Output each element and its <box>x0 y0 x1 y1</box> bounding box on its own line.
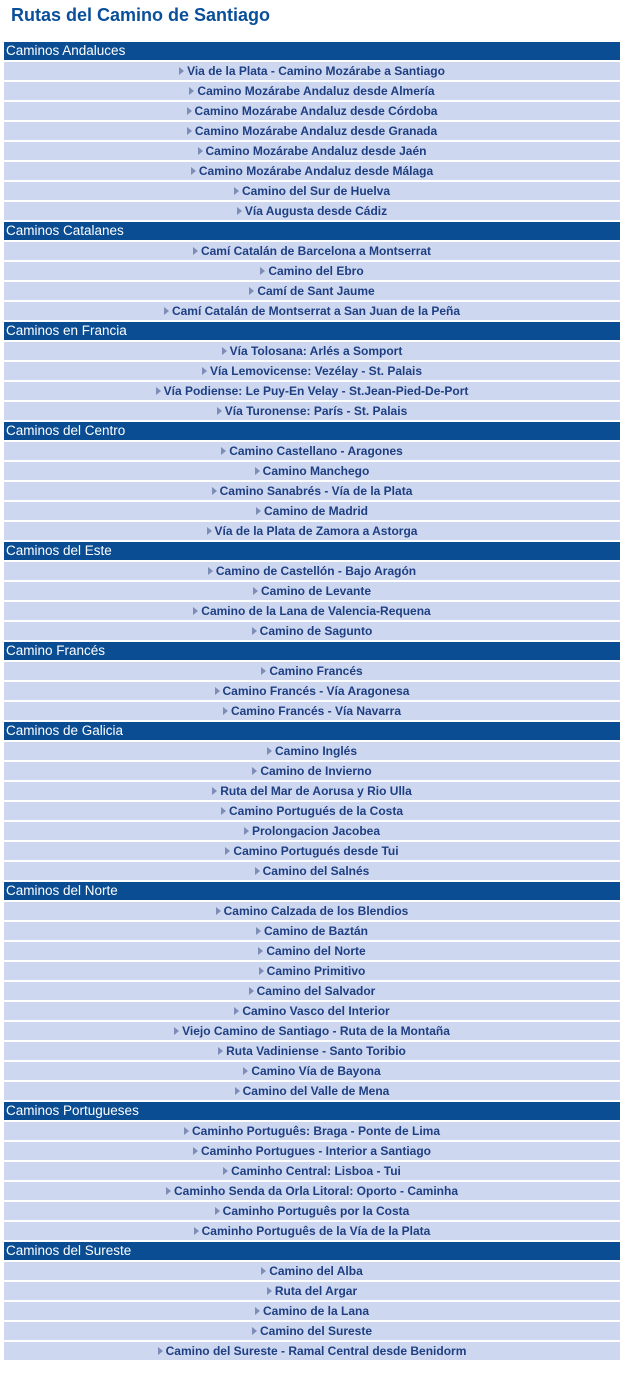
route-link-row[interactable] <box>4 142 620 160</box>
route-link-row[interactable] <box>4 1022 620 1040</box>
arrow-right-icon <box>164 307 169 315</box>
route-link[interactable]: Camino Sanabrés - Vía de la Plata <box>219 484 413 498</box>
arrow-right-icon <box>249 987 254 995</box>
arrow-right-icon <box>212 487 217 495</box>
route-link-row[interactable] <box>4 1262 620 1280</box>
routes-table <box>4 42 620 1362</box>
route-link-row[interactable] <box>4 1142 620 1160</box>
route-link[interactable]: Viejo Camino de Santiago - Ruta de la Montaña <box>182 1024 450 1038</box>
route-link[interactable]: Camino Francés <box>269 664 363 678</box>
route-link-row[interactable] <box>4 202 620 220</box>
route-link[interactable]: Camino del Sur de Huelva <box>241 184 391 198</box>
route-link-row[interactable] <box>4 1042 620 1060</box>
route-link-row[interactable] <box>4 1162 620 1180</box>
arrow-right-icon <box>193 1147 198 1155</box>
route-link[interactable]: Camino de Madrid <box>263 504 368 518</box>
section-header: Caminos Andaluces <box>4 42 620 60</box>
route-link[interactable]: Ruta del Argar <box>274 1284 358 1298</box>
route-link-row[interactable] <box>4 362 620 380</box>
section-header: Caminos del Centro <box>4 422 620 440</box>
arrow-right-icon <box>166 1187 171 1195</box>
arrow-right-icon <box>255 1307 260 1315</box>
route-link-row[interactable] <box>4 962 620 980</box>
section-header: Camino Francés <box>4 642 620 660</box>
section-header: Caminos Catalanes <box>4 222 620 240</box>
arrow-right-icon <box>252 767 257 775</box>
route-link-row[interactable] <box>4 842 620 860</box>
arrow-right-icon <box>187 107 192 115</box>
section-header: Caminos Portugueses <box>4 1102 620 1120</box>
route-link[interactable]: Camino del Alba <box>269 1264 363 1278</box>
arrow-right-icon <box>208 567 213 575</box>
route-link[interactable]: Caminho Português de la Vía de la Plata <box>201 1224 431 1238</box>
route-link-row[interactable] <box>4 682 620 700</box>
route-link[interactable]: Vía Turonense: París - St. Palais <box>224 404 408 418</box>
route-link-row[interactable] <box>4 502 620 520</box>
route-link[interactable]: Vía Lemovicense: Vezélay - St. Palais <box>209 364 423 378</box>
arrow-right-icon <box>252 1327 257 1335</box>
route-link[interactable]: Camino de la Lana de Valencia-Requena <box>201 604 431 618</box>
route-link-row[interactable] <box>4 1222 620 1240</box>
route-link-row[interactable] <box>4 1202 620 1220</box>
route-link[interactable]: Vía Augusta desde Cádiz <box>244 204 388 218</box>
route-link-row[interactable] <box>4 1002 620 1020</box>
route-link[interactable]: Camino del Valle de Mena <box>242 1084 390 1098</box>
route-link-row[interactable] <box>4 822 620 840</box>
route-link[interactable]: Camino Mozárabe Andaluz desde Almería <box>197 84 435 98</box>
route-link[interactable]: Caminho Português: Braga - Ponte de Lima <box>191 1124 441 1138</box>
route-link-row[interactable] <box>4 762 620 780</box>
arrow-right-icon <box>234 1007 239 1015</box>
route-link-row[interactable] <box>4 1122 620 1140</box>
route-link-row[interactable] <box>4 522 620 540</box>
arrow-right-icon <box>259 967 264 975</box>
route-link[interactable]: Camí Catalán de Montserrat a San Juan de la Peña <box>171 304 461 318</box>
arrow-right-icon <box>261 667 266 675</box>
route-link-row[interactable] <box>4 742 620 760</box>
route-link[interactable]: Camino del Ebro <box>268 264 364 278</box>
arrow-right-icon <box>221 807 226 815</box>
route-link[interactable]: Vía de la Plata de Zamora a Astorga <box>214 524 418 538</box>
section-header: Caminos de Galicia <box>4 722 620 740</box>
route-link[interactable]: Camino Castellano - Aragones <box>229 444 403 458</box>
section-header: Caminos del Sureste <box>4 1242 620 1260</box>
route-link-row[interactable] <box>4 242 620 260</box>
route-link[interactable]: Camino Mozárabe Andaluz desde Córdoba <box>194 104 438 118</box>
arrow-right-icon <box>174 1027 179 1035</box>
arrow-right-icon <box>223 707 228 715</box>
route-link-row[interactable] <box>4 82 620 100</box>
route-link[interactable]: Camino del Sureste <box>259 1324 373 1338</box>
arrow-right-icon <box>193 247 198 255</box>
route-link[interactable]: Camino del Sureste - Ramal Central desde Benidorm <box>165 1344 467 1358</box>
route-link-row[interactable] <box>4 1182 620 1200</box>
route-link[interactable]: Caminho Portugues - Interior a Santiago <box>200 1144 432 1158</box>
route-link-row[interactable] <box>4 562 620 580</box>
route-link[interactable]: Camino Primitivo <box>266 964 366 978</box>
route-link-row[interactable] <box>4 1322 620 1340</box>
route-link[interactable]: Vía Tolosana: Arlés a Somport <box>229 344 403 358</box>
route-link-row[interactable] <box>4 702 620 720</box>
route-link-row[interactable] <box>4 402 620 420</box>
arrow-right-icon <box>234 187 239 195</box>
route-link[interactable]: Camino del Norte <box>266 944 366 958</box>
route-link[interactable]: Camino Vasco del Interior <box>242 1004 390 1018</box>
arrow-right-icon <box>243 1067 248 1075</box>
route-link-row[interactable] <box>4 862 620 880</box>
route-link-row[interactable] <box>4 1062 620 1080</box>
arrow-right-icon <box>258 947 263 955</box>
arrow-right-icon <box>256 927 261 935</box>
route-link[interactable]: Camino de Baztán <box>263 924 368 938</box>
route-link-row[interactable] <box>4 982 620 1000</box>
section-header: Caminos en Francia <box>4 322 620 340</box>
route-link-row[interactable] <box>4 1082 620 1100</box>
route-link-row[interactable] <box>4 382 620 400</box>
arrow-right-icon <box>184 1127 189 1135</box>
arrow-right-icon <box>187 127 192 135</box>
arrow-right-icon <box>237 207 242 215</box>
arrow-right-icon <box>193 607 198 615</box>
route-link[interactable]: Camí de Sant Jaume <box>257 284 375 298</box>
arrow-right-icon <box>215 687 220 695</box>
arrow-right-icon <box>256 507 261 515</box>
route-link[interactable]: Camino de la Lana <box>262 1304 370 1318</box>
route-link-row[interactable] <box>4 1302 620 1320</box>
arrow-right-icon <box>158 1347 163 1355</box>
route-link[interactable]: Caminho Português por la Costa <box>222 1204 410 1218</box>
page-title: Rutas del Camino de Santiago <box>11 5 271 25</box>
route-link-row[interactable] <box>4 162 620 180</box>
arrow-right-icon <box>202 367 207 375</box>
route-link-row[interactable] <box>4 442 620 460</box>
arrow-right-icon <box>267 1287 272 1295</box>
arrow-right-icon <box>255 867 260 875</box>
route-link-row[interactable] <box>4 302 620 320</box>
section-header: Caminos del Norte <box>4 882 620 900</box>
route-link[interactable]: Ruta Vadiniense - Santo Toribio <box>226 1044 406 1058</box>
route-link[interactable]: Caminho Senda da Orla Litoral: Oporto - Caminha <box>173 1184 459 1198</box>
arrow-right-icon <box>244 827 249 835</box>
arrow-right-icon <box>255 467 260 475</box>
route-link[interactable]: Ruta del Mar de Aorusa y Rio Ulla <box>220 784 412 798</box>
route-link-row[interactable] <box>4 922 620 940</box>
route-link-row[interactable] <box>4 1282 620 1300</box>
route-link-row[interactable] <box>4 262 620 280</box>
arrow-right-icon <box>198 147 203 155</box>
arrow-right-icon <box>260 267 265 275</box>
route-link[interactable]: Camino Calzada de los Blendios <box>223 904 409 918</box>
route-link[interactable]: Vía Podiense: Le Puy-En Velay - St.Jean-Pied-De-Port <box>163 384 469 398</box>
arrow-right-icon <box>223 1167 228 1175</box>
route-link[interactable]: Camino del Salvador <box>256 984 376 998</box>
route-link[interactable]: Camino Francés - Vía Aragonesa <box>222 684 410 698</box>
route-link-row[interactable] <box>4 942 620 960</box>
route-link-row[interactable] <box>4 1342 620 1360</box>
route-link[interactable]: Camino de Sagunto <box>259 624 373 638</box>
route-link[interactable]: Camino de Castellón - Bajo Aragón <box>215 564 417 578</box>
route-link[interactable]: Camino del Salnés <box>262 864 370 878</box>
route-link[interactable]: Camino Mozárabe Andaluz desde Málaga <box>198 164 434 178</box>
route-link-row[interactable] <box>4 102 620 120</box>
arrow-right-icon <box>217 407 222 415</box>
route-link-row[interactable] <box>4 122 620 140</box>
route-link-row[interactable] <box>4 622 620 640</box>
route-link-row[interactable] <box>4 482 620 500</box>
route-link[interactable]: Via de la Plata - Camino Mozárabe a Santiago <box>187 64 445 78</box>
route-link[interactable]: Camino Portugués desde Tui <box>233 844 399 858</box>
route-link[interactable]: Camino Mozárabe Andaluz desde Granada <box>194 124 438 138</box>
arrow-right-icon <box>267 747 272 755</box>
arrow-right-icon <box>218 1047 223 1055</box>
route-link[interactable]: Camino Francés - Vía Navarra <box>230 704 402 718</box>
route-link-row[interactable] <box>4 602 620 620</box>
route-link[interactable]: Camino Vía de Bayona <box>251 1064 381 1078</box>
arrow-right-icon <box>235 1087 240 1095</box>
route-link[interactable]: Camino Portugués de la Costa <box>228 804 404 818</box>
arrow-right-icon <box>194 1227 199 1235</box>
arrow-right-icon <box>207 527 212 535</box>
arrow-right-icon <box>215 1207 220 1215</box>
route-link-row[interactable] <box>4 182 620 200</box>
route-link[interactable]: Camino Mozárabe Andaluz desde Jaén <box>205 144 427 158</box>
arrow-right-icon <box>212 787 217 795</box>
route-link[interactable]: Caminho Central: Lisboa - Tui <box>231 1164 401 1178</box>
route-link-row[interactable] <box>4 802 620 820</box>
arrow-right-icon <box>216 907 221 915</box>
route-link-row[interactable] <box>4 902 620 920</box>
arrow-right-icon <box>225 847 230 855</box>
route-link[interactable]: Prolongacion Jacobea <box>251 824 381 838</box>
route-link-row[interactable] <box>4 342 620 360</box>
arrow-right-icon <box>156 387 161 395</box>
arrow-right-icon <box>261 1267 266 1275</box>
arrow-right-icon <box>252 627 257 635</box>
arrow-right-icon <box>179 67 184 75</box>
route-link-row[interactable] <box>4 462 620 480</box>
route-link[interactable]: Camino Manchego <box>262 464 370 478</box>
arrow-right-icon <box>249 287 254 295</box>
arrow-right-icon <box>189 87 194 95</box>
section-header: Caminos del Este <box>4 542 620 560</box>
route-link-row[interactable] <box>4 662 620 680</box>
route-link-row[interactable] <box>4 582 620 600</box>
route-link-row[interactable] <box>4 782 620 800</box>
arrow-right-icon <box>253 587 258 595</box>
arrow-right-icon <box>221 447 226 455</box>
route-link[interactable]: Camino de Levante <box>260 584 372 598</box>
route-link[interactable]: Camino de Invierno <box>260 764 372 778</box>
route-link[interactable]: Camino Inglés <box>274 744 357 758</box>
route-link-row[interactable] <box>4 282 620 300</box>
arrow-right-icon <box>191 167 196 175</box>
route-link-row[interactable] <box>4 62 620 80</box>
route-link[interactable]: Camí Catalán de Barcelona a Montserrat <box>200 244 432 258</box>
arrow-right-icon <box>222 347 227 355</box>
